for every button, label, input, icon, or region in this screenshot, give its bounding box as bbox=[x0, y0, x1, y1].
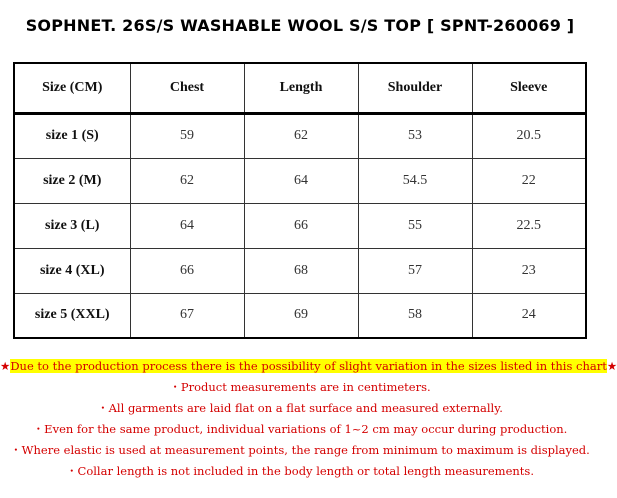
length-value: 62 bbox=[244, 113, 358, 158]
variation-warning-text: Due to the production process there is the possibility of slight variation in the sizes listed in this chart bbox=[10, 359, 607, 373]
size-label: size 2 (M) bbox=[14, 158, 130, 203]
sleeve-value: 23 bbox=[472, 248, 586, 293]
table-row bbox=[14, 158, 586, 203]
sleeve-value: 22 bbox=[472, 158, 586, 203]
table-row bbox=[14, 248, 586, 293]
header-length: Length bbox=[244, 63, 358, 113]
shoulder-value: 55 bbox=[358, 203, 472, 248]
size-label: size 1 (S) bbox=[14, 113, 130, 158]
variation-warning bbox=[0, 356, 617, 377]
shoulder-value: 54.5 bbox=[358, 158, 472, 203]
shoulder-value: 58 bbox=[358, 293, 472, 338]
sleeve-value: 22.5 bbox=[472, 203, 586, 248]
note-line: ・All garments are laid flat on a flat surface and measured externally. bbox=[97, 401, 503, 415]
sleeve-value: 24 bbox=[472, 293, 586, 338]
size-chart-table bbox=[13, 62, 587, 339]
star-icon: ★ bbox=[0, 359, 11, 373]
chest-value: 66 bbox=[130, 248, 244, 293]
sleeve-value: 20.5 bbox=[472, 113, 586, 158]
table-row bbox=[14, 113, 586, 158]
header-shoulder: Shoulder bbox=[358, 63, 472, 113]
size-notes bbox=[0, 356, 617, 482]
page-title: SOPHNET. 26S/S WASHABLE WOOL S/S TOP [ SPNT-260069 ] bbox=[25, 16, 575, 35]
shoulder-value: 53 bbox=[358, 113, 472, 158]
size-label: size 4 (XL) bbox=[14, 248, 130, 293]
table-header-row bbox=[14, 63, 586, 113]
size-label: size 5 (XXL) bbox=[14, 293, 130, 338]
table-row bbox=[14, 203, 586, 248]
length-value: 64 bbox=[244, 158, 358, 203]
size-label: size 3 (L) bbox=[14, 203, 130, 248]
chest-value: 67 bbox=[130, 293, 244, 338]
note-line: ・Collar length is not included in the body length or total length measurements. bbox=[66, 464, 534, 478]
star-icon: ★ bbox=[606, 359, 617, 373]
chest-value: 59 bbox=[130, 113, 244, 158]
chest-value: 64 bbox=[130, 203, 244, 248]
length-value: 68 bbox=[244, 248, 358, 293]
length-value: 66 bbox=[244, 203, 358, 248]
note-line: ・Where elastic is used at measurement points, the range from minimum to maximum is displayed. bbox=[10, 443, 590, 457]
table-row bbox=[14, 293, 586, 338]
header-sleeve: Sleeve bbox=[472, 63, 586, 113]
header-size: Size (CM) bbox=[14, 63, 130, 113]
note-line: ・Product measurements are in centimeters. bbox=[169, 380, 431, 394]
length-value: 69 bbox=[244, 293, 358, 338]
header-chest: Chest bbox=[130, 63, 244, 113]
chest-value: 62 bbox=[130, 158, 244, 203]
shoulder-value: 57 bbox=[358, 248, 472, 293]
note-line: ・Even for the same product, individual variations of 1~2 cm may occur during production. bbox=[32, 422, 568, 436]
